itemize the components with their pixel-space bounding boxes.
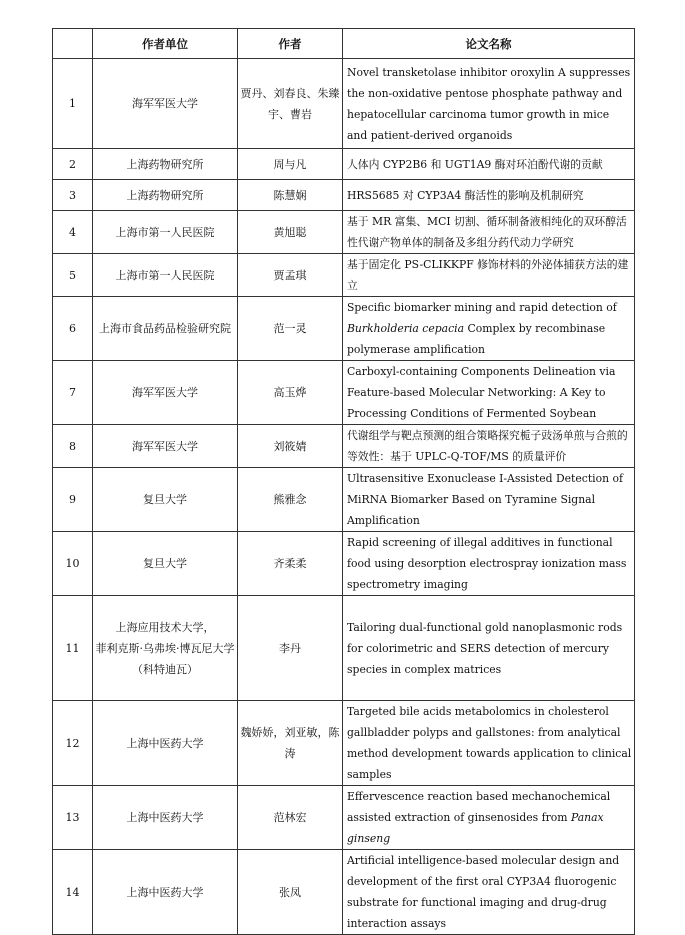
row-title: Rapid screening of illegal additives in functional food using desorption electrospray ionization mass spectrometry imaging [343,532,635,596]
award-table [52,28,635,935]
unit-line: 上海应用技术大学， [115,620,215,634]
row-unit: 复旦大学 [93,532,238,596]
table-row [53,596,635,701]
row-authors: 魏娇娇，刘亚敏，陈涛 [238,701,343,786]
row-index: 5 [53,254,93,297]
header-title: 论文名称 [343,29,635,59]
row-authors: 范林宏 [238,786,343,850]
row-authors: 贾丹、刘春良、朱臻宇、曹岩 [238,59,343,149]
row-title [343,297,635,361]
row-index: 2 [53,149,93,180]
row-title: 基于 MR 富集、MCI 切割、循环制备液相纯化的双环醇活性代谢产物单体的制备及多组分药代动力学研究 [343,211,635,254]
row-index: 1 [53,59,93,149]
row-title: Artificial intelligence-based molecular design and development of the first oral CYP3A4 fluorogenic substrate for functional imaging and drug-drug interaction assays [343,850,635,935]
row-index: 7 [53,361,93,425]
row-index: 3 [53,180,93,211]
row-title: 基于固定化 PS-CLIKKPF 修饰材料的外泌体捕获方法的建立 [343,254,635,297]
header-index [53,29,93,59]
row-title: HRS5685 对 CYP3A4 酶活性的影响及机制研究 [343,180,635,211]
header-row [53,29,635,59]
row-unit: 海军军医大学 [93,59,238,149]
row-title: Ultrasensitive Exonuclease I-Assisted Detection of MiRNA Biomarker Based on Tyramine Signal Amplification [343,468,635,532]
row-index: 13 [53,786,93,850]
row-title: 人体内 CYP2B6 和 UGT1A9 酶对环泊酚代谢的贡献 [343,149,635,180]
row-index: 12 [53,701,93,786]
row-unit: 上海中医药大学 [93,786,238,850]
row-index: 4 [53,211,93,254]
table-row [53,468,635,532]
row-authors: 贾孟琪 [238,254,343,297]
title-part: Effervescence reaction based mechanochemical assisted extraction of ginsenosides from [347,790,611,824]
row-authors: 张凤 [238,850,343,935]
title-part: Complex by recombinase polymerase amplification [347,322,606,356]
row-unit: 上海药物研究所 [93,149,238,180]
row-unit: 上海药物研究所 [93,180,238,211]
row-authors: 熊雅念 [238,468,343,532]
table-row [53,180,635,211]
row-unit: 海军军医大学 [93,361,238,425]
table-row [53,532,635,596]
row-unit [93,596,238,701]
header-unit: 作者单位 [93,29,238,59]
title-species-italic: Panax ginseng [347,811,604,845]
row-authors: 黄旭聪 [238,211,343,254]
table-row [53,149,635,180]
row-unit: 复旦大学 [93,468,238,532]
header-authors: 作者 [238,29,343,59]
row-unit: 海军军医大学 [93,425,238,468]
row-unit: 上海市第一人民医院 [93,211,238,254]
table-row [53,786,635,850]
row-title: Carboxyl-containing Components Delineation via Feature-based Molecular Networking: A Key to Processing Conditions of Fermented Soybean [343,361,635,425]
unit-line: 菲利克斯·乌弗埃·博瓦尼大学（科特迪瓦） [95,641,235,676]
title-part: Specific biomarker mining and rapid detection of [347,301,617,314]
row-unit: 上海市食品药品检验研究院 [93,297,238,361]
row-index: 9 [53,468,93,532]
table-row [53,425,635,468]
table-row [53,211,635,254]
row-title: Targeted bile acids metabolomics in cholesterol gallbladder polyps and gallstones: from analytical method development towards application to clinical samples [343,701,635,786]
row-authors: 周与凡 [238,149,343,180]
row-index: 8 [53,425,93,468]
table-row [53,297,635,361]
row-unit: 上海中医药大学 [93,850,238,935]
row-authors: 齐柔柔 [238,532,343,596]
row-authors: 李丹 [238,596,343,701]
table-row [53,254,635,297]
row-title: Tailoring dual-functional gold nanoplasmonic rods for colorimetric and SERS detection of mercury species in complex matrices [343,596,635,701]
row-unit: 上海市第一人民医院 [93,254,238,297]
row-index: 14 [53,850,93,935]
row-authors: 高玉烨 [238,361,343,425]
row-title: Novel transketolase inhibitor oroxylin A suppresses the non-oxidative pentose phosphate pathway and hepatocellular carcinoma tumor growth in mice and patient-derived organoids [343,59,635,149]
title-species-italic: Burkholderia cepacia [347,322,465,335]
row-authors: 范一灵 [238,297,343,361]
row-authors: 陈慧娴 [238,180,343,211]
row-title: 代谢组学与靶点预测的组合策略探究栀子豉汤单煎与合煎的等效性：基于 UPLC-Q-TOF/MS 的质量评价 [343,425,635,468]
table-row [53,59,635,149]
row-index: 6 [53,297,93,361]
row-index: 11 [53,596,93,701]
table-row [53,850,635,935]
table-row [53,701,635,786]
row-index: 10 [53,532,93,596]
row-unit: 上海中医药大学 [93,701,238,786]
table-row [53,361,635,425]
row-title [343,786,635,850]
row-authors: 刘筱婧 [238,425,343,468]
